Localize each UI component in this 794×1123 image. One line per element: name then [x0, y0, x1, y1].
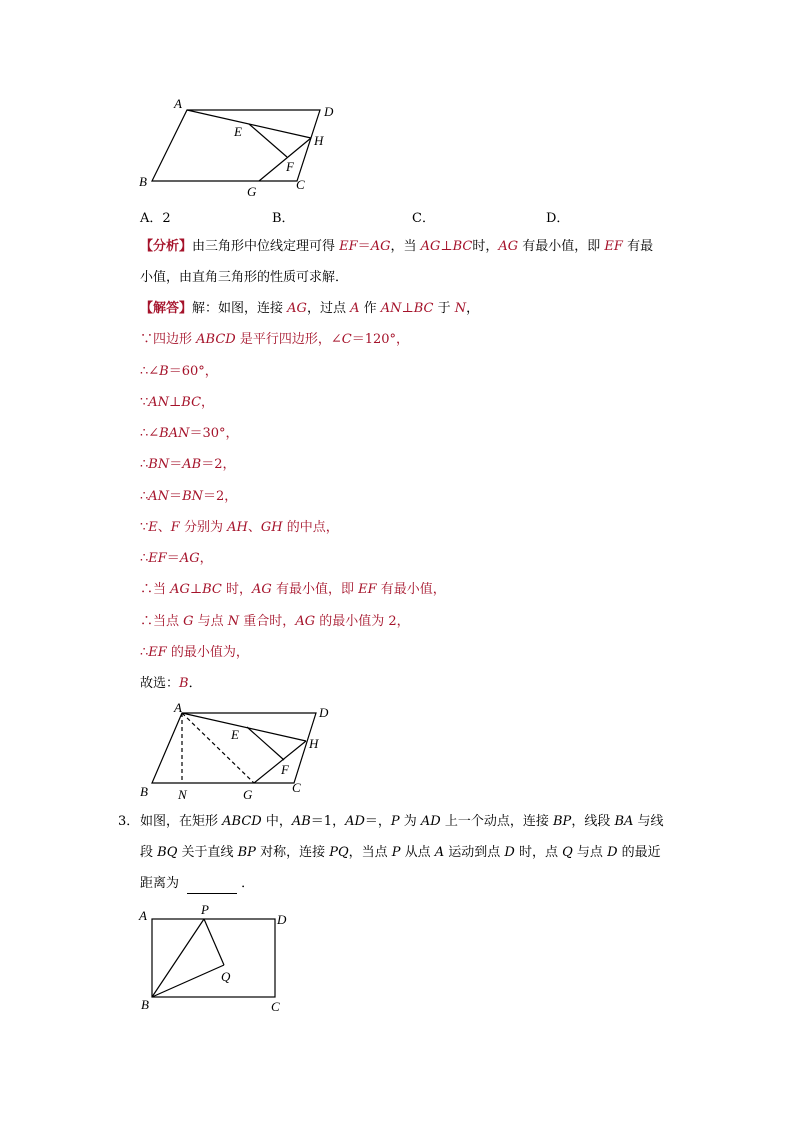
- label-p: P: [201, 902, 209, 917]
- label-h: H: [309, 736, 319, 751]
- solution-line-2: ∵四边形 ABCD 是平行四边形，∠C＝120°，: [140, 332, 410, 347]
- solution-line-5: ∴∠BAN＝30°，: [140, 426, 239, 441]
- segment-ag-dashed: [182, 713, 254, 783]
- label-q: Q: [221, 969, 231, 984]
- label-c: C: [296, 177, 305, 192]
- parallelogram-abcd: [152, 713, 316, 783]
- label-d: D: [319, 705, 329, 720]
- segment-ef: [249, 124, 287, 157]
- label-g: G: [243, 787, 253, 802]
- figure-3-rectangle: [132, 900, 302, 1020]
- answer-blank[interactable]: [187, 879, 237, 894]
- label-e: E: [234, 124, 242, 139]
- rectangle-abcd: [152, 919, 275, 997]
- option-d: D．: [546, 211, 570, 226]
- figure-2-parallelogram: [130, 698, 350, 808]
- solution-line-12: ∴EF 的最小值为，: [140, 645, 249, 660]
- figure-1-parallelogram: [130, 92, 350, 202]
- label-c: C: [292, 780, 301, 795]
- question-3-line-2: 段 BQ 关于直线 BP 对称，连接 PQ，当点 P 从点 A 运动到点 D 时，点 Q 与点 D 的最近: [140, 845, 661, 860]
- solution-line-9: ∴EF＝AG，: [140, 551, 213, 566]
- solution-tag: 【解答】: [140, 301, 193, 316]
- solution-line-6: ∴BN＝AB＝2，: [140, 457, 236, 472]
- label-b: B: [139, 174, 147, 189]
- question-3-line-1: 如图，在矩形 ABCD 中，AB＝1，AD＝，P 为 AD 上一个动点，连接 BP，线段 BA 与线: [140, 814, 664, 829]
- label-e: E: [231, 727, 239, 742]
- analysis-tag: 【分析】: [140, 239, 193, 254]
- analysis-line-2: 小值，由直角三角形的性质可求解．: [140, 270, 349, 285]
- label-d: D: [324, 104, 334, 119]
- segment-hg: [259, 138, 311, 181]
- solution-line-4: ∵AN⊥BC，: [140, 395, 215, 410]
- solution-line-7: ∴AN＝BN＝2，: [140, 489, 238, 504]
- label-c: C: [271, 999, 280, 1014]
- option-c: C．: [412, 211, 435, 226]
- label-a: A: [174, 700, 182, 715]
- question-3-line-3: 距离为 ．: [140, 874, 254, 894]
- solution-line-3: ∴∠B＝60°，: [140, 364, 218, 379]
- option-b: B．: [272, 211, 295, 226]
- label-h: H: [314, 133, 324, 148]
- label-b: B: [140, 784, 148, 799]
- solution-line-11: ∴当点 G 与点 N 重合时，AG 的最小值为 2，: [140, 614, 410, 629]
- label-b: B: [141, 997, 149, 1012]
- label-g: G: [247, 184, 257, 199]
- solution-line-10: ∴当 AG⊥BC 时，AG 有最小值，即 EF 有最小值，: [140, 582, 446, 597]
- label-a: A: [174, 96, 182, 111]
- label-a: A: [139, 908, 147, 923]
- segment-pq: [204, 919, 224, 965]
- question-3-number: 3．: [118, 814, 140, 829]
- label-f: F: [286, 159, 294, 174]
- solution-line-13: 故选：B．: [140, 676, 202, 691]
- label-f: F: [281, 762, 289, 777]
- label-n: N: [178, 787, 187, 802]
- segment-ah: [182, 713, 306, 741]
- label-d: D: [277, 912, 287, 927]
- analysis-line-1: 【分析】由三角形中位线定理可得 EF＝AG，当 AG⊥BC时，AG 有最小值，即 EF 有最: [140, 239, 654, 254]
- solution-line-1: 【解答】解：如图，连接 AG，过点 A 作 AN⊥BC 于 N，: [140, 301, 480, 316]
- solution-line-8: ∵E、F 分别为 AH、GH 的中点，: [140, 520, 339, 535]
- segment-hg: [254, 741, 306, 783]
- option-a: A．2: [140, 211, 171, 226]
